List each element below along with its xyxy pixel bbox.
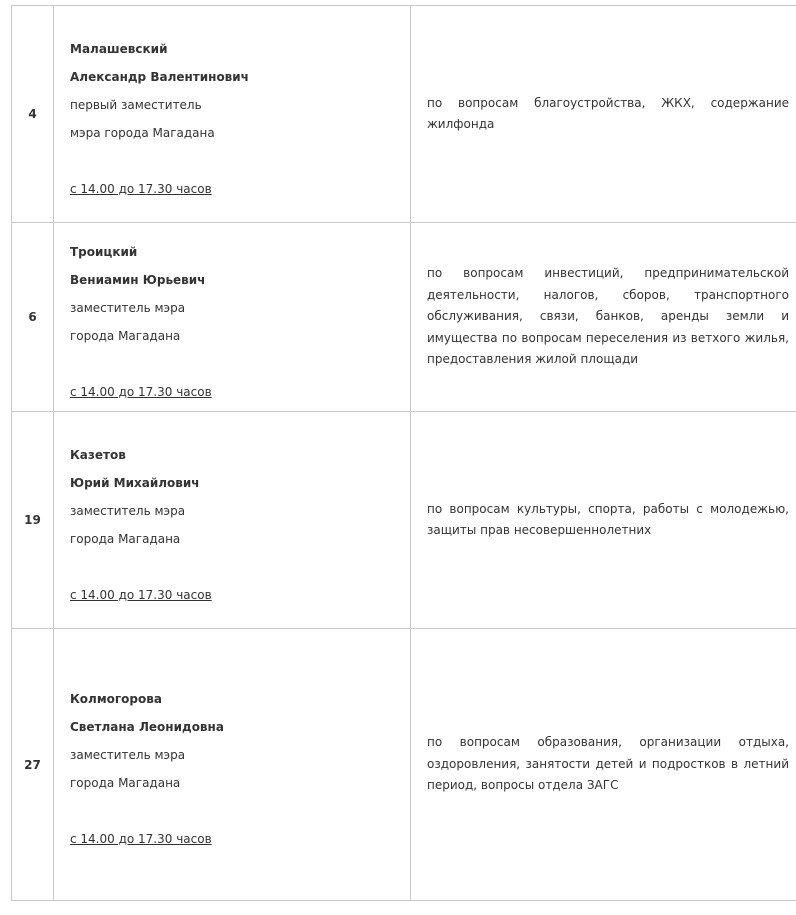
topics-text: по вопросам культуры, спорта, работы с молодежью, защиты прав несовершеннолетних	[427, 501, 789, 537]
table-row	[12, 6, 796, 223]
official-position-city: мэра города Магадана	[70, 125, 215, 140]
topics-cell	[411, 6, 796, 223]
reception-hours: с 14.00 до 17.30 часов	[70, 587, 212, 602]
row-number: 27	[12, 629, 54, 901]
topics-cell	[411, 223, 796, 412]
official-position-city: города Магадана	[70, 328, 181, 343]
topics-text: по вопросам инвестиций, предпринимательской деятельности, налогов, сборов, транспортного обслуживания, связи, банков, аренды земли и имущества по вопросам переселения из ветхого жилья, предоставления жилой площади	[427, 266, 789, 367]
official-cell	[54, 6, 411, 223]
reception-schedule-table	[11, 5, 796, 901]
official-position: первый заместитель	[70, 97, 202, 112]
official-position-city: города Магадана	[70, 776, 181, 790]
topics-text: по вопросам образования, организации отдыха, оздоровления, занятости детей и подростков в летний период, вопросы отдела ЗАГС	[427, 735, 789, 793]
official-cell	[54, 629, 411, 901]
row-number: 6	[12, 223, 54, 412]
official-surname: Колмогорова	[70, 692, 162, 706]
topics-text: по вопросам благоустройства, ЖКХ, содержание жилфонда	[427, 95, 789, 131]
official-surname: Казетов	[70, 447, 126, 462]
row-number: 19	[12, 412, 54, 629]
reception-hours: с 14.00 до 17.30 часов	[70, 832, 212, 846]
official-name: Александр Валентинович	[70, 69, 249, 84]
official-cell	[54, 223, 411, 412]
official-name: Вениамин Юрьевич	[70, 272, 206, 287]
official-surname: Троицкий	[70, 244, 138, 259]
official-position-city: города Магадана	[70, 531, 181, 546]
table-row	[12, 223, 796, 412]
official-position: заместитель мэра	[70, 300, 186, 315]
official-cell	[54, 412, 411, 629]
table-row	[12, 412, 796, 629]
official-name: Юрий Михайлович	[70, 475, 200, 490]
official-position: заместитель мэра	[70, 503, 186, 518]
official-surname: Малашевский	[70, 41, 168, 56]
official-name: Светлана Леонидовна	[70, 720, 224, 734]
reception-hours: с 14.00 до 17.30 часов	[70, 384, 212, 399]
topics-cell	[411, 629, 796, 901]
topics-cell	[411, 412, 796, 629]
row-number: 4	[12, 6, 54, 223]
official-position: заместитель мэра	[70, 748, 186, 762]
reception-hours: с 14.00 до 17.30 часов	[70, 181, 212, 196]
table-row	[12, 629, 796, 901]
